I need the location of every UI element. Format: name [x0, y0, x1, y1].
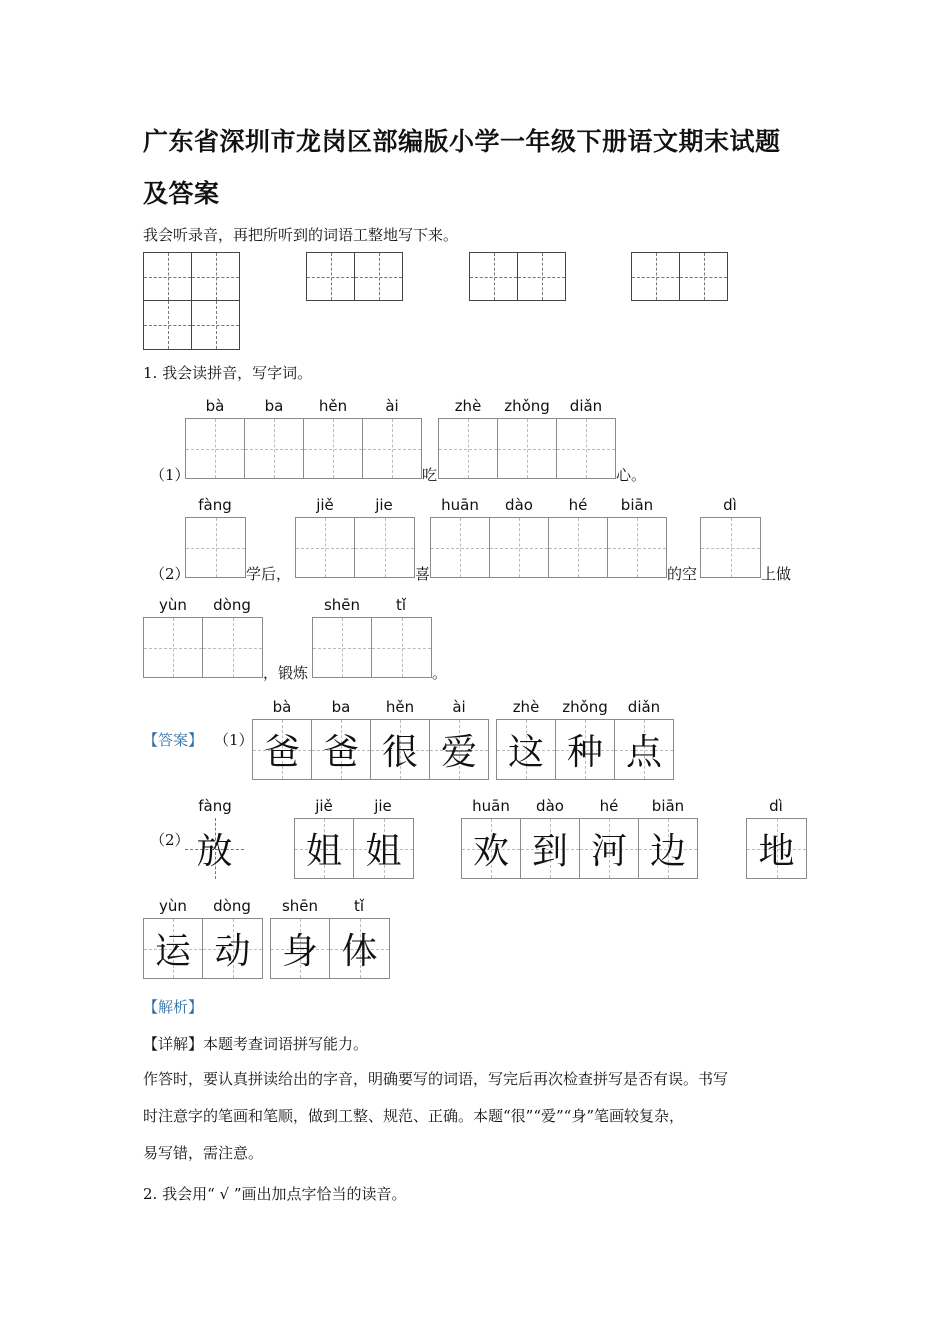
- text-xi: 喜: [415, 565, 431, 583]
- answer-char: 到: [531, 831, 568, 872]
- pinyin: diǎn: [569, 397, 603, 415]
- answer-grid-1b: [496, 719, 674, 780]
- explanation-line-1: 作答时，要认真拼读给出的字音，明确要写的词语，写完后再次检查拼写是否有误。书写: [143, 1070, 729, 1088]
- pinyin: jie: [375, 496, 393, 514]
- answer-grid-2c: [461, 818, 698, 879]
- pinyin: hěn: [318, 397, 348, 415]
- explanation-line-2: 时注意字的笔画和笔顺，做到工整、规范、正确。本题“很”“爱”“身”笔画较复杂，: [143, 1107, 685, 1125]
- answer-char: 边: [649, 831, 686, 872]
- pinyin: jiě: [315, 797, 333, 815]
- pinyin: dì: [723, 496, 737, 514]
- pinyin: tǐ: [353, 897, 365, 915]
- answer-tag: 【答案】: [143, 731, 204, 749]
- answer-char: 体: [341, 931, 378, 972]
- pinyin: biān: [620, 496, 654, 514]
- answer-char: 姐: [365, 831, 402, 872]
- pinyin: dào: [536, 797, 564, 815]
- pinyin: bà: [272, 698, 292, 716]
- text-shangzuo: 上做: [761, 565, 792, 583]
- write-grid-2a[interactable]: [185, 517, 246, 578]
- pinyin: yùn: [159, 897, 187, 915]
- pinyin: dào: [505, 496, 533, 514]
- pinyin: ài: [452, 698, 466, 716]
- answer-grid-2d: [746, 818, 807, 879]
- detail-line: [143, 1033, 368, 1054]
- detail-text: 本题考查词语拼写能力。: [203, 1035, 369, 1053]
- text-dekong: 的空: [667, 565, 698, 583]
- write-grid-1a[interactable]: [185, 418, 422, 479]
- item-label: （1）: [214, 731, 254, 749]
- answer-char: 点: [625, 732, 662, 773]
- answer-char: 放: [196, 831, 233, 872]
- pinyin: ba: [264, 397, 284, 415]
- pinyin: huān: [441, 496, 479, 514]
- intro-instruction: 我会听录音，再把所听到的词语工整地写下来。: [143, 226, 459, 244]
- pinyin: yùn: [159, 596, 187, 614]
- text-duanlian: ，锻炼: [263, 664, 309, 682]
- pinyin: dòng: [213, 897, 251, 915]
- pinyin: dì: [769, 797, 783, 815]
- answer-char: 很: [381, 732, 418, 773]
- question-2-title: 2. 我会用“ √ ”画出加点字恰当的读音。: [143, 1185, 407, 1203]
- answer-grid-1a: [252, 719, 489, 780]
- pinyin: fàng: [198, 496, 232, 514]
- explanation-line-3: 易写错，需注意。: [143, 1144, 264, 1162]
- answer-char: 这: [507, 732, 544, 773]
- answer-char: 运: [154, 931, 191, 972]
- pinyin: jie: [374, 797, 392, 815]
- pinyin: zhè: [454, 397, 482, 415]
- answer-char: 爸: [322, 732, 359, 773]
- listen-grid-4: [631, 252, 728, 301]
- answer-char: 河: [590, 831, 627, 872]
- pinyin: ài: [385, 397, 399, 415]
- pinyin: diǎn: [627, 698, 661, 716]
- item-label: （2）: [150, 831, 190, 849]
- pinyin: shēn: [281, 897, 319, 915]
- answer-grid-2a: [185, 818, 244, 879]
- analysis-tag: 【解析】: [143, 998, 204, 1016]
- pinyin: zhè: [512, 698, 540, 716]
- answer-grid-2b: [294, 818, 414, 879]
- pinyin: shēn: [323, 596, 361, 614]
- detail-tag: 【详解】: [143, 1035, 204, 1053]
- item-label: （1）: [150, 466, 190, 484]
- pinyin: huān: [472, 797, 510, 815]
- answer-char: 爱: [440, 732, 477, 773]
- pinyin: jiě: [316, 496, 334, 514]
- answer-char: 欢: [472, 831, 509, 872]
- answer-char: 种: [566, 732, 603, 773]
- answer-grid-3b: [270, 918, 390, 979]
- write-grid-2c[interactable]: [430, 517, 667, 578]
- pinyin: fàng: [198, 797, 232, 815]
- pinyin: hé: [599, 797, 619, 815]
- pinyin: zhǒng: [562, 698, 608, 716]
- pinyin: hěn: [385, 698, 415, 716]
- text-xuehou: 学后，: [246, 565, 292, 583]
- write-grid-2b[interactable]: [295, 517, 415, 578]
- answer-grid-3a: [143, 918, 263, 979]
- pinyin: bà: [205, 397, 225, 415]
- listen-grid-2: [306, 252, 403, 301]
- answer-char: 动: [214, 931, 251, 972]
- question-1-title: 1. 我会读拼音，写字词。: [143, 364, 313, 382]
- text-xin: 心。: [616, 466, 647, 484]
- pinyin: ba: [331, 698, 351, 716]
- text-end: 。: [432, 664, 448, 682]
- listen-grid-1b: [143, 300, 240, 350]
- pinyin: zhǒng: [504, 397, 550, 415]
- answer-char: 姐: [305, 831, 342, 872]
- page-title-line2: 及答案: [143, 179, 220, 208]
- item-label: （2）: [150, 565, 190, 583]
- write-grid-1b[interactable]: [438, 418, 616, 479]
- write-grid-3a[interactable]: [143, 617, 263, 678]
- page-title: 广东省深圳市龙岗区部编版小学一年级下册语文期末试题: [143, 127, 781, 156]
- pinyin: dòng: [213, 596, 251, 614]
- listen-grid-3: [469, 252, 566, 301]
- answer-char: 爸: [263, 732, 300, 773]
- answer-char: 地: [758, 831, 795, 872]
- pinyin: biān: [651, 797, 685, 815]
- listen-grid-1a: [143, 252, 240, 301]
- pinyin: tǐ: [395, 596, 407, 614]
- text-chi: 吃: [422, 466, 438, 484]
- answer-char: 身: [281, 931, 318, 972]
- pinyin: hé: [568, 496, 588, 514]
- write-grid-2d[interactable]: [700, 517, 761, 578]
- write-grid-3b[interactable]: [312, 617, 432, 678]
